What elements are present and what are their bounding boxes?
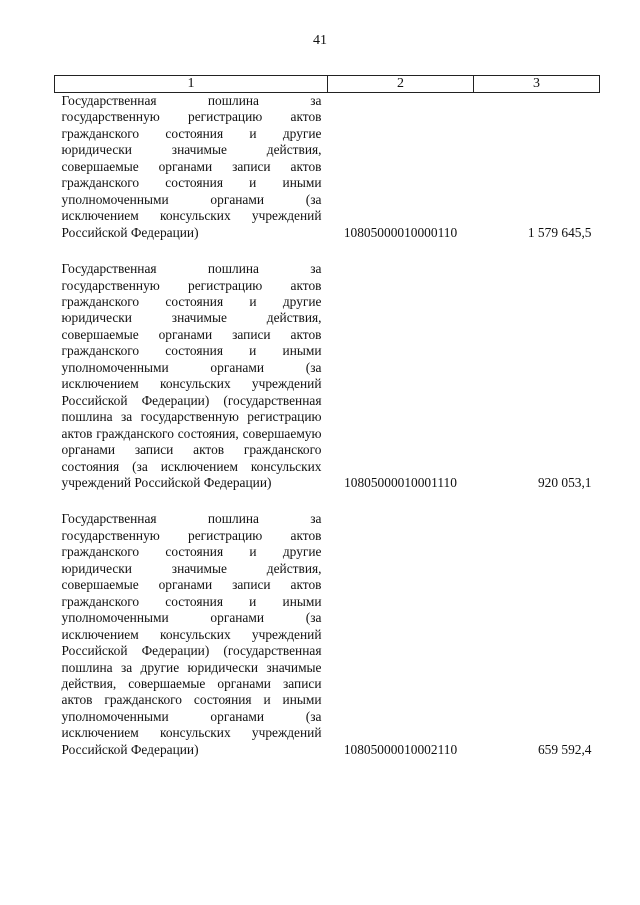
row-spacer	[55, 241, 600, 261]
table-row	[55, 93, 600, 242]
row-amount: 1 579 645,5	[527, 224, 592, 240]
row-spacer	[55, 491, 600, 511]
column-header-2: 2	[328, 76, 474, 93]
row-description: Государственная пошлина за государственную регистрацию актов гражданского состояния и другие юридически значимые действия, совершаемые органами записи актов гражданского состояния и иными уполномоченными органами (за исключением консульских учреждений Российской Федерации)	[61, 93, 322, 240]
table-row	[55, 511, 600, 758]
column-header-1: 1	[55, 76, 328, 93]
row-code: 10805000010001110	[344, 474, 457, 490]
row-amount: 659 592,4	[537, 741, 592, 757]
column-header-3: 3	[474, 76, 600, 93]
row-amount: 920 053,1	[537, 474, 592, 490]
row-description: Государственная пошлина за государственную регистрацию актов гражданского состояния и другие юридически значимые действия, совершаемые органами записи актов гражданского состояния и иными уполномоченными органами (за исключением консульских учреждений Российской Федерации) (государственная пошлина за другие юридически значимые действия, совершаемые органами записи актов гражданского состояния и иными уполномоченными органами (за исключением консульских учреждений Российской Федерации)	[61, 511, 322, 757]
page-number: 41	[313, 33, 327, 48]
table-row	[55, 261, 600, 491]
table-header-row	[55, 76, 600, 93]
row-code: 10805000010000110	[343, 224, 458, 240]
budget-table	[54, 75, 600, 758]
row-description: Государственная пошлина за государственную регистрацию актов гражданского состояния и другие юридически значимые действия, совершаемые органами записи актов гражданского состояния и иными уполномоченными органами (за исключением консульских учреждений Российской Федерации) (государственная пошлина за государственную регистрацию актов гражданского состояния, совершаемую органами записи актов гражданского состояния (за исключением консульских учреждений Российской Федерации)	[61, 261, 322, 490]
row-code: 10805000010002110	[343, 741, 458, 757]
